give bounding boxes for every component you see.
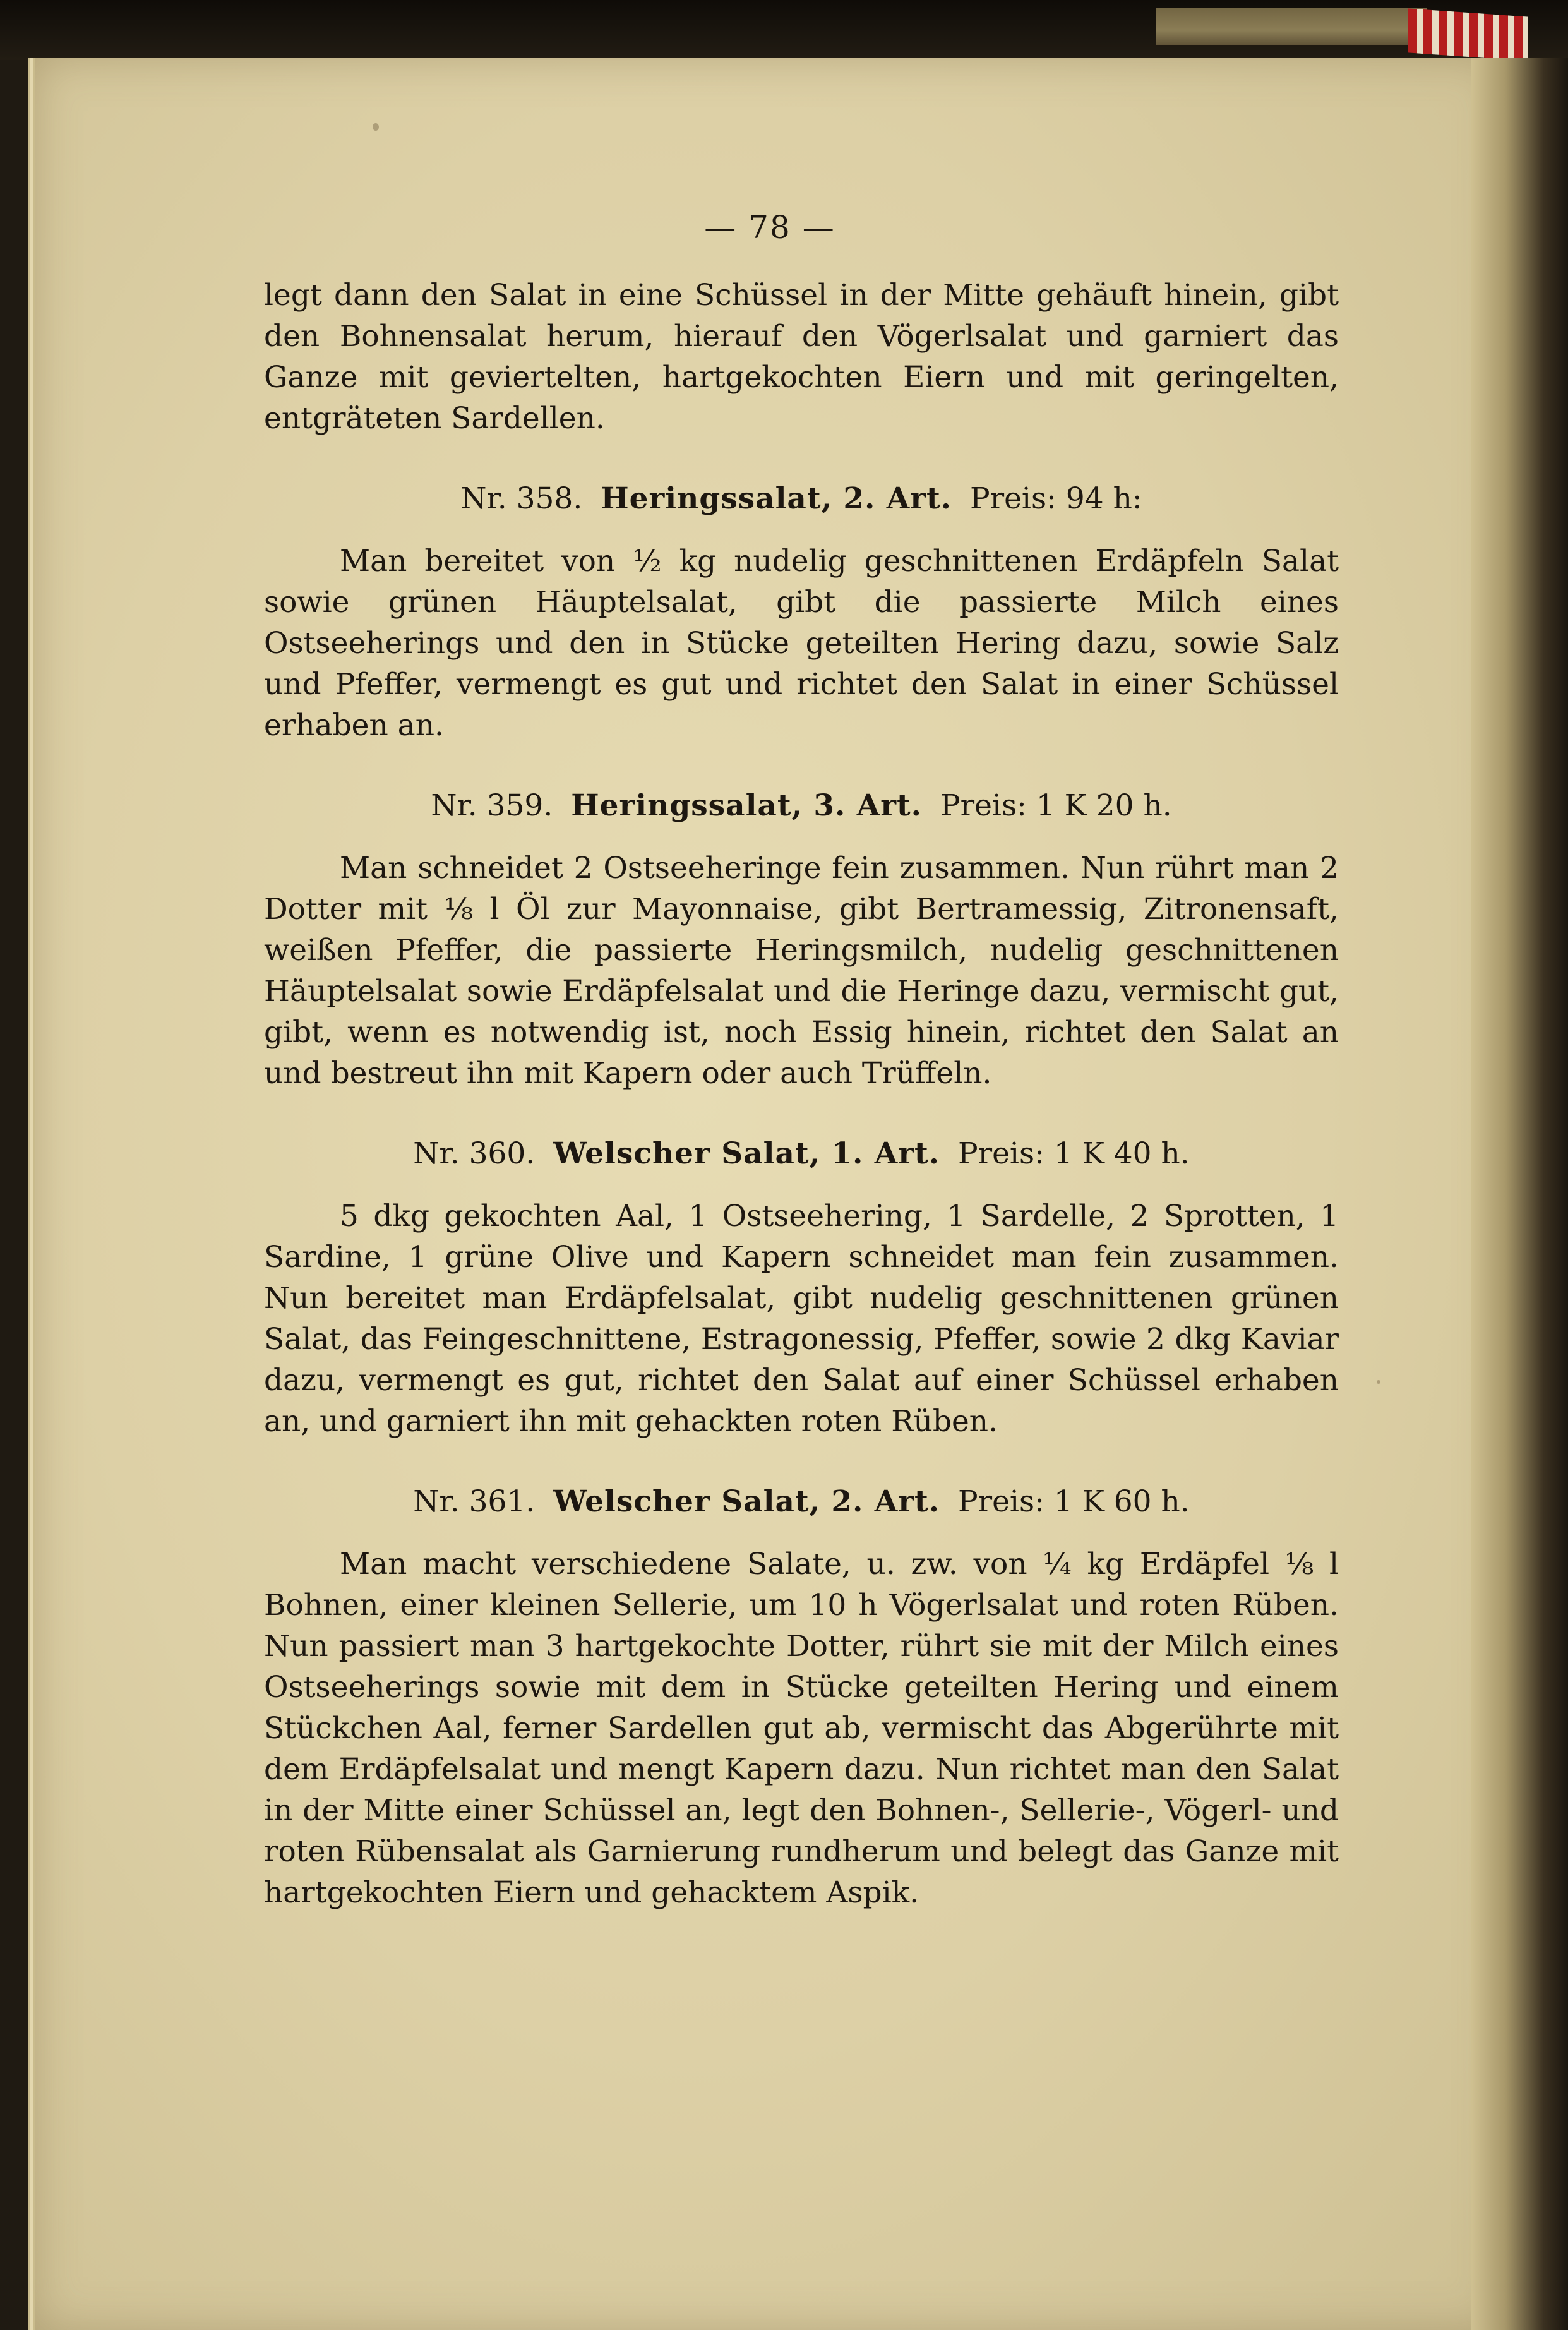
recipe-number: Nr. 358. (460, 481, 583, 516)
intro-paragraph: legt dann den Salat in eine Schüssel in der Mitte gehäuft hinein, gibt den Bohnensalat herum, hierauf den Vögerlsalat und garniert das Ganze mit geviertelten, hartgekochten Eiern und mit geringelten, entgräteten Sardellen. (264, 278, 1339, 436)
recipe-number: Nr. 359. (431, 788, 553, 823)
paper-speck (1377, 1380, 1380, 1384)
recipe-text-359: Man schneidet 2 Ostseeheringe fein zusammen. Nun rührt man 2 Dotter mit ⅛ l Öl zur Mayonnaise, gibt Bertramessig, Zitronensaft, weißen Pfeffer, die passierte Heringsmilch, nudelig geschnittenen Häuptelsalat sowie Erdäpfelsalat und die Heringe dazu, vermischt gut, gibt, wenn es notwendig ist, noch Essig hinein, richtet den Salat an und bestreut ihn mit Kapern oder auch Trüffeln. (264, 851, 1339, 1091)
recipe-text-361: Man macht verschiedene Salate, u. zw. von ¼ kg Erdäpfel ⅛ l Bohnen, einer kleinen Sellerie, um 10 h Vögerlsalat und roten Rüben. Nun passiert man 3 hartgekochte Dotter, rührt sie mit der Milch eines Ostseeherings sowie mit dem in Stücke geteilten Hering und einem Stückchen Aal, ferner Sardellen gut ab, vermischt das Abgerührte mit dem Erdäpfelsalat und mengt Kapern dazu. Nun richtet man den Salat in der Mitte einer Schüssel an, legt den Bohnen-, Sellerie-, Vögerl- und roten Rübensalat als Garnierung rundherum und belegt das Ganze mit hartgekochten Eiern und gehacktem Aspik. (264, 1547, 1339, 1910)
recipe-text-360: 5 dkg gekochten Aal, 1 Ostseehering, 1 Sardelle, 2 Sprotten, 1 Sardine, 1 grüne Olive und Kapern schneidet man fein zusammen. Nun bereitet man Erdäpfelsalat, gibt nudelig geschnittenen grünen Salat, das Feingeschnittene, Estragonessig, Pfeffer, sowie 2 dkg Kaviar dazu, vermengt es gut, richtet den Salat auf einer Schüssel erhaben an, und garniert ihn mit gehackten roten Rüben. (264, 1199, 1339, 1439)
page-text (264, 207, 1339, 1913)
recipe-title: Welscher Salat, 1. Art. (553, 1136, 940, 1171)
recipe-heading-360 (264, 1133, 1339, 1174)
recipe-text-358: Man bereitet von ½ kg nudelig geschnittenen Erdäpfeln Salat sowie grünen Häuptelsalat, gibt die passierte Milch eines Ostseeherings und den in Stücke geteilten Hering dazu, sowie Salz und Pfeffer, vermengt es gut und richtet den Salat in einer Schüssel erhaben an. (264, 544, 1339, 743)
recipe-price: Preis: 94 h: (970, 481, 1142, 516)
paper-speck (373, 123, 379, 131)
recipe-title: Heringssalat, 3. Art. (571, 788, 923, 823)
recipe-title: Heringssalat, 2. Art. (601, 481, 952, 516)
recipe-title: Welscher Salat, 2. Art. (553, 1484, 940, 1519)
bookmark-ribbon (1408, 8, 1528, 61)
recipe-price: Preis: 1 K 20 h. (940, 788, 1172, 823)
book-gutter (1471, 58, 1568, 2330)
recipe-heading-358 (264, 478, 1339, 519)
binding-tape (1156, 8, 1427, 45)
recipe-number: Nr. 361. (413, 1484, 536, 1519)
recipe-number: Nr. 360. (413, 1136, 536, 1171)
page-number: — 78 — (704, 209, 835, 246)
recipe-heading-361 (264, 1481, 1339, 1522)
recipe-price: Preis: 1 K 60 h. (958, 1484, 1190, 1519)
recipe-price: Preis: 1 K 40 h. (958, 1136, 1190, 1171)
recipe-heading-359 (264, 785, 1339, 826)
